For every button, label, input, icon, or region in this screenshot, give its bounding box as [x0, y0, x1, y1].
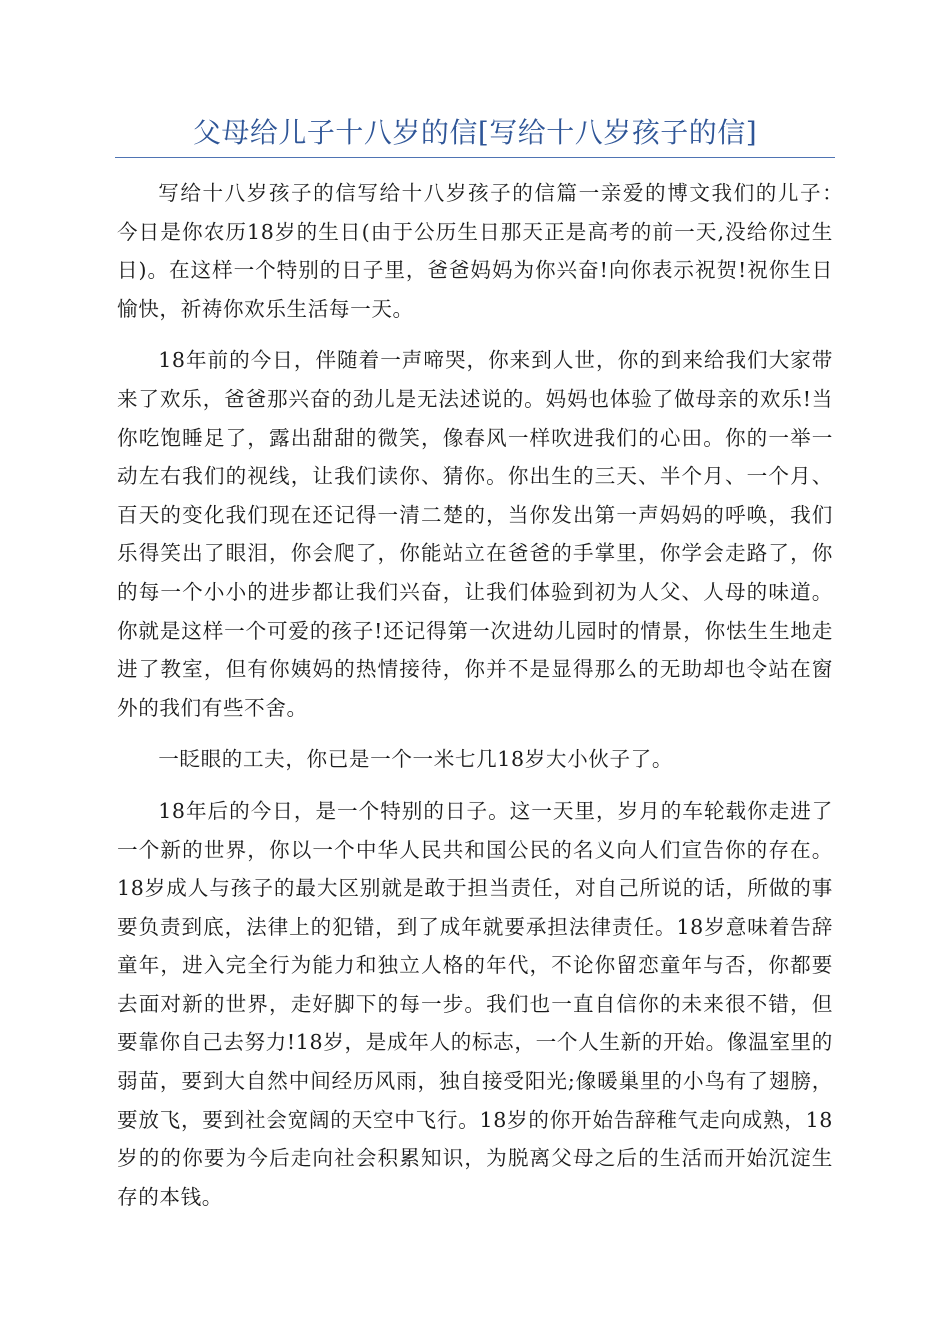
paragraph-2: 18年前的今日，伴随着一声啼哭，你来到人世，你的到来给我们大家带来了欢乐，爸爸那兴奋的劲儿是无法述说的。妈妈也体验了做母亲的欢乐!当你吃饱睡足了，露出甜甜的微笑，像春风一样吹进我们的心田。你的一举一动左右我们的视线，让我们读你、猜你。你出生的三天、半个月、一个月、百天的变化我们现在还记得一清二楚的，当你发出第一声妈妈的呼唤，我们乐得笑出了眼泪，你会爬了，你能站立在爸爸的手掌里，你学会走路了，你的每一个小小的进步都让我们兴奋，让我们体验到初为人父、人母的味道。你就是这样一个可爱的孩子!还记得第一次进幼儿园时的情景，你怯生生地走进了教室，但有你姨妈的热情接待，你并不是显得那么的无助却也令站在窗外的我们有些不舍。 — [117, 348, 833, 720]
paragraph-1: 写给十八岁孩子的信写给十八岁孩子的信篇一亲爱的博文我们的儿子： 今日是你农历18岁的生日(由于公历生日那天正是高考的前一天,没给你过生日)。在这样一个特别的日子里，爸爸妈妈为你兴奋!向你表示祝贺!祝你生日愉快，祈祷你欢乐生活每一天。 — [117, 181, 855, 321]
document-title: 父母给儿子十八岁的信[写给十八岁孩子的信] — [192, 116, 758, 149]
paragraph-4: 18年后的今日，是一个特别的日子。这一天里，岁月的车轮载你走进了一个新的世界，你以一个中华人民共和国公民的名义向人们宣告你的存在。18岁成人与孩子的最大区别就是敢于担当责任，对自己所说的话，所做的事要负责到底，法律上的犯错，到了成年就要承担法律责任。18岁意味着告辞童年，进入完全行为能力和独立人格的年代，不论你留恋童年与否，你都要去面对新的世界，走好脚下的每一步。我们也一直自信你的未来很不错，但要靠你自己去努力!18岁，是成年人的标志，一个人生新的开始。像温室里的弱苗，要到大自然中间经历风雨，独自接受阳光;像暖巢里的小鸟有了翅膀，要放飞，要到社会宽阔的天空中飞行。18岁的你开始告辞稚气走向成熟，18岁的的你要为今后走向社会积累知识，为脱离父母之后的生活而开始沉淀生存的本钱。 — [117, 798, 833, 1209]
paragraph-3: 一眨眼的工夫，你已是一个一米七几18岁大小伙子了。 — [158, 747, 674, 772]
title-block — [115, 113, 835, 158]
document-body — [117, 174, 855, 1229]
